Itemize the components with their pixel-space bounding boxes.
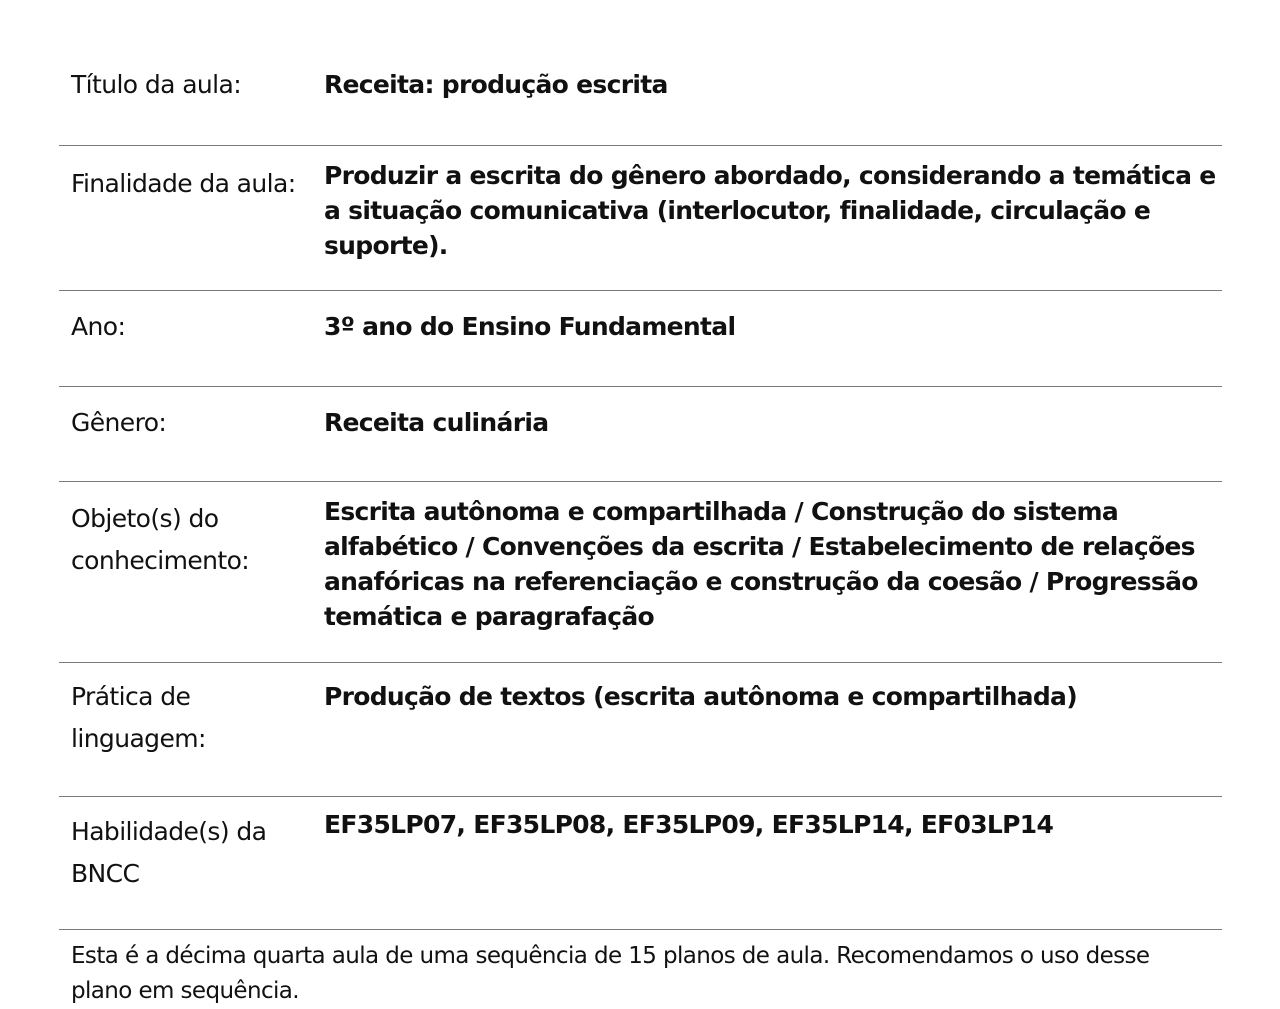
table-row-grade	[59, 291, 1222, 387]
row-label: Objeto(s) do conhecimento:	[59, 482, 312, 663]
table-row-language-practice	[59, 663, 1222, 797]
row-label: Título da aula:	[59, 48, 312, 146]
language-practice-value: Produção de textos (escrita autônoma e compartilhada)	[312, 663, 1222, 797]
bncc-skills-value: EF35LP07, EF35LP08, EF35LP09, EF35LP14, EF03LP14	[312, 797, 1222, 930]
table-row-genre	[59, 387, 1222, 482]
lesson-plan-sheet	[59, 48, 1222, 1009]
table-row-knowledge-objects	[59, 482, 1222, 663]
lesson-plan-table	[59, 48, 1222, 930]
grade-value: 3º ano do Ensino Fundamental	[312, 291, 1222, 387]
sequence-note: Esta é a décima quarta aula de uma sequência de 15 planos de aula. Recomendamos o uso desse plano em sequência.	[71, 943, 1150, 1004]
genre-value: Receita culinária	[312, 387, 1222, 482]
row-label: Habilidade(s) da BNCC	[59, 797, 312, 930]
lesson-title-value: Receita: produção escrita	[312, 48, 1222, 146]
row-label: Finalidade da aula:	[59, 146, 312, 291]
table-row-lesson-purpose	[59, 146, 1222, 291]
row-label: Ano:	[59, 291, 312, 387]
lesson-purpose-value: Produzir a escrita do gênero abordado, considerando a temática e a situação comunicativa (interlocutor, finalidade, circulação e suporte).	[312, 146, 1222, 291]
row-label: Gênero:	[59, 387, 312, 482]
row-label: Prática de linguagem:	[59, 663, 312, 797]
table-row-bncc-skills	[59, 797, 1222, 930]
knowledge-objects-value: Escrita autônoma e compartilhada / Construção do sistema alfabético / Convenções da escrita / Estabelecimento de relações anafóricas na referenciação e construção da coesão / Progressão temática e paragrafação	[312, 482, 1222, 663]
table-row-lesson-title	[59, 48, 1222, 146]
